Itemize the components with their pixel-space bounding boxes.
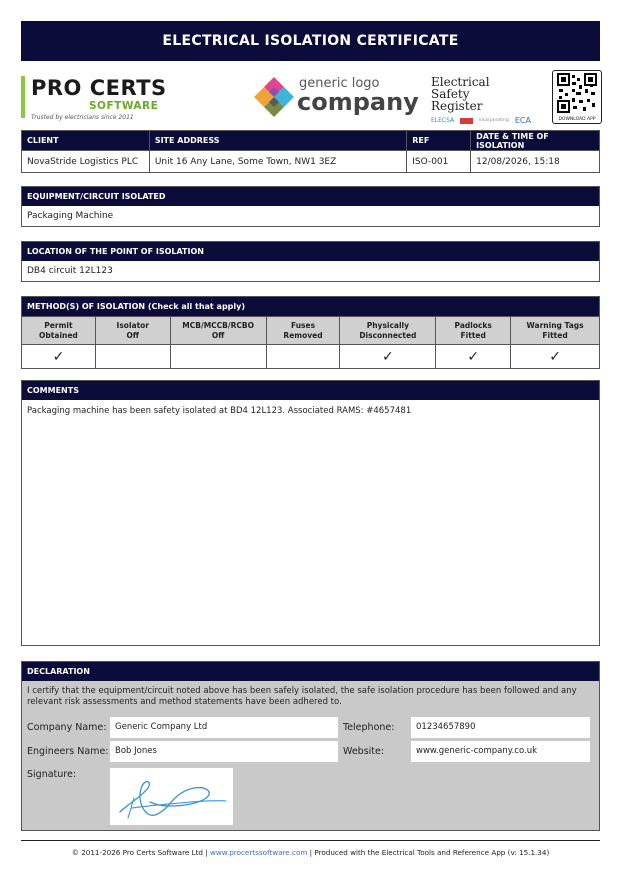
- certificate-title: ELECTRICAL ISOLATION CERTIFICATE: [21, 21, 600, 61]
- method-check-cell: [340, 345, 436, 369]
- procerts-logo: [21, 76, 181, 120]
- website-field: www.generic-company.co.uk: [411, 741, 590, 762]
- engineer-name-field: Bob Jones: [110, 741, 338, 762]
- method-padlocks-header: Padlocks Fitted: [436, 317, 511, 345]
- methods-heading: METHOD(S) OF ISOLATION (Check all that apply): [22, 297, 599, 316]
- client-header: CLIENT: [22, 131, 150, 151]
- method-check-cell: [95, 345, 170, 369]
- esr-logo-line1: Electrical Safety: [431, 75, 490, 101]
- method-check-cell: [511, 345, 600, 369]
- website-label: Website:: [343, 746, 385, 757]
- date-time-value: 12/08/2026, 15:18: [471, 151, 600, 173]
- signature-box: [110, 768, 233, 825]
- declaration-section: [21, 661, 600, 831]
- equipment-value: Packaging Machine: [27, 211, 114, 221]
- procerts-logo-name: PRO CERTS: [31, 76, 167, 100]
- footer-prefix: © 2011-2026 Pro Certs Software Ltd |: [71, 848, 210, 857]
- procerts-logo-sub: SOFTWARE: [89, 100, 159, 112]
- client-table: [21, 130, 600, 173]
- logo-row: [21, 70, 600, 125]
- method-mcb-header: MCB/MCCB/RCBO Off: [170, 317, 266, 345]
- company-name-label: Company Name:: [27, 722, 107, 733]
- footer: [21, 848, 600, 857]
- check-icon: ✓: [467, 348, 480, 365]
- company-logo-small-text: generic logo: [299, 76, 380, 91]
- method-check-cell: [436, 345, 511, 369]
- telephone-label: Telephone:: [343, 722, 395, 733]
- company-name-field: Generic Company Ltd: [110, 717, 338, 738]
- client-table-row: [22, 151, 600, 173]
- footer-website-link[interactable]: www.procertssoftware.com: [209, 848, 308, 857]
- qr-code-icon: [557, 73, 597, 113]
- esr-redcross-icon: [460, 118, 473, 124]
- methods-header-row: [22, 317, 600, 345]
- qr-download-label: DOWNLOAD APP: [558, 117, 596, 122]
- company-logo: [253, 74, 419, 120]
- procerts-logo-tagline: Trusted by electricians since 2011: [31, 114, 134, 121]
- date-time-header: DATE & TIME OF ISOLATION: [471, 131, 600, 151]
- declaration-text: I certify that the equipment/circuit noted above has been safely isolated, the safe isolation procedure has been followed and any relevant risk assessments and method statements have been adhered to.: [27, 686, 577, 707]
- method-permit-header: Permit Obtained: [22, 317, 96, 345]
- procerts-logo-bar: [21, 76, 25, 118]
- esr-logo-line2: Register: [431, 99, 483, 113]
- engineer-name-label: Engineers Name:: [27, 746, 109, 757]
- company-logo-diamond-icon: [253, 76, 295, 118]
- method-check-cell: [170, 345, 266, 369]
- esr-incorporating-text: incorporating: [478, 118, 509, 123]
- method-fuses-header: Fuses Removed: [266, 317, 340, 345]
- client-table-header-row: [22, 131, 600, 151]
- footer-divider: [21, 840, 600, 841]
- equipment-heading: EQUIPMENT/CIRCUIT ISOLATED: [22, 187, 599, 206]
- location-section: [21, 241, 600, 282]
- comments-text: Packaging machine has been safety isolated at BD4 12L123. Associated RAMS: #4657481: [27, 406, 412, 416]
- methods-table: [21, 316, 600, 369]
- signature-image: [110, 768, 233, 825]
- method-check-cell: [266, 345, 340, 369]
- comments-section: [21, 380, 600, 646]
- location-heading: LOCATION OF THE POINT OF ISOLATION: [22, 242, 599, 261]
- method-warning-tags-header: Warning Tags Fitted: [511, 317, 600, 345]
- ref-header: REF: [407, 131, 471, 151]
- esr-logo-members: [431, 116, 531, 125]
- comments-heading: COMMENTS: [22, 381, 599, 400]
- telephone-field: 01234657890: [411, 717, 590, 738]
- qr-code-download[interactable]: [552, 70, 602, 124]
- method-isolator-header: Isolator Off: [95, 317, 170, 345]
- check-icon: ✓: [549, 348, 561, 365]
- methods-check-row: [22, 345, 600, 369]
- esr-elecsa-text: ELECSA: [431, 117, 455, 124]
- ref-value: ISO-001: [407, 151, 471, 173]
- esr-eca-text: ECA: [514, 116, 531, 125]
- footer-suffix: | Produced with the Electrical Tools and Reference App (v: 15.1.34): [307, 848, 550, 857]
- check-icon: ✓: [52, 348, 65, 365]
- method-check-cell: [22, 345, 96, 369]
- client-value: NovaStride Logistics PLC: [22, 151, 150, 173]
- equipment-section: [21, 186, 600, 227]
- declaration-heading: DECLARATION: [22, 662, 599, 681]
- site-address-header: SITE ADDRESS: [149, 131, 406, 151]
- check-icon: ✓: [382, 348, 394, 365]
- location-value: DB4 circuit 12L123: [27, 266, 113, 276]
- signature-label: Signature:: [27, 769, 77, 780]
- company-logo-big-text: company: [297, 88, 419, 116]
- site-address-value: Unit 16 Any Lane, Some Town, NW1 3EZ: [149, 151, 406, 173]
- methods-section: [21, 296, 600, 316]
- method-physically-header: Physically Disconnected: [340, 317, 436, 345]
- esr-logo: [431, 75, 531, 125]
